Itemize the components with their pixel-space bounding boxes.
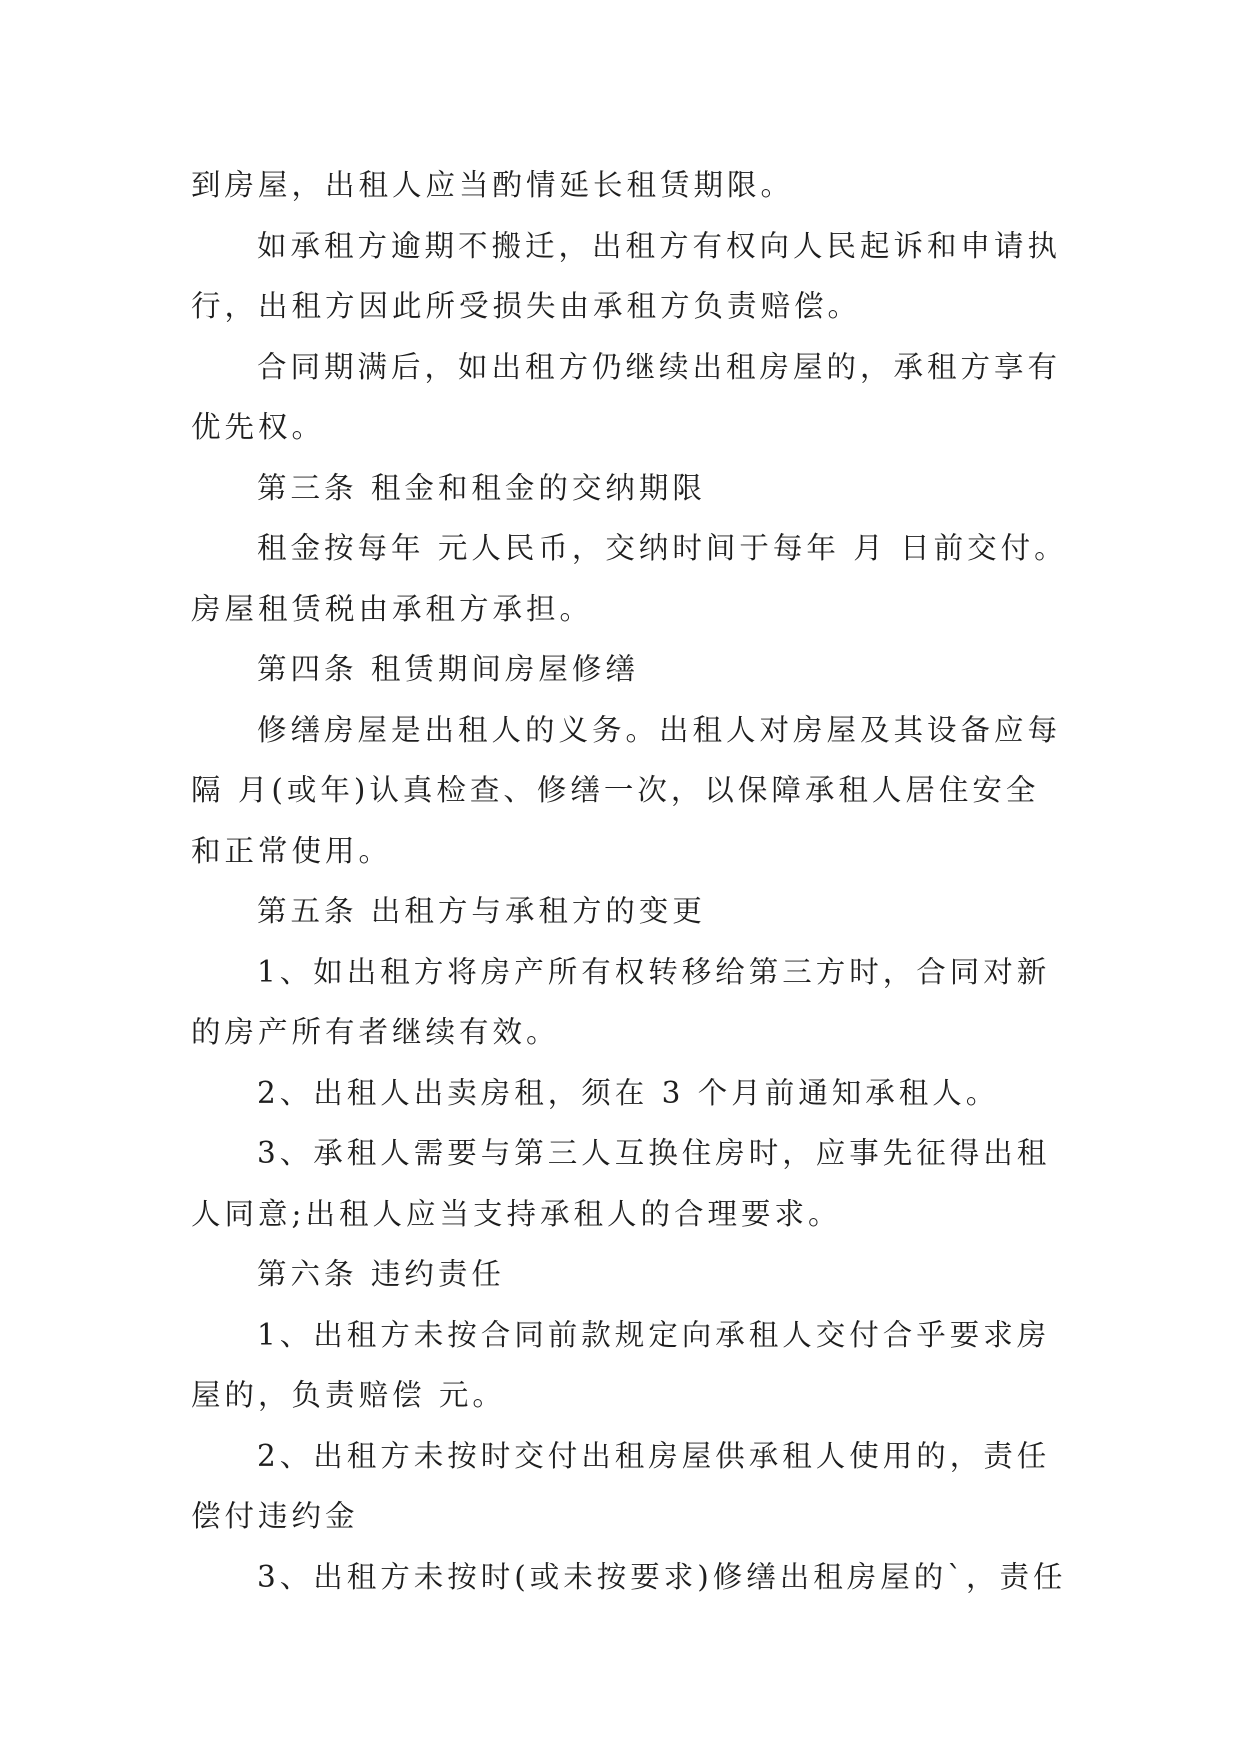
text-line: 2、出租方未按时交付出租房屋供承租人使用的，责任 <box>257 1438 1051 1473</box>
paragraph <box>191 1426 1051 1547</box>
text-line: 人同意;出租人应当支持承租人的合理要求。 <box>191 1196 842 1231</box>
text-line: 3、出租方未按时(或未按要求)修缮出租房屋的`，责任 <box>257 1559 1067 1594</box>
paragraph <box>191 1123 1051 1244</box>
text-line: 偿付违约金 <box>191 1499 359 1533</box>
paragraph <box>191 458 1051 519</box>
text-line: 和正常使用。 <box>191 833 393 868</box>
paragraph <box>191 155 1051 216</box>
paragraph <box>191 518 1068 639</box>
text-line: 优先权。 <box>191 410 326 444</box>
paragraph <box>191 639 1051 700</box>
text-line: 修缮房屋是出租人的义务。出租人对房屋及其设备应每 <box>257 712 1062 747</box>
text-line: 到房屋，出租人应当酌情延长租赁期限。 <box>191 168 795 202</box>
text-line: 1、出租方未按合同前款规定向承租人交付合乎要求房 <box>257 1317 1051 1352</box>
text-line: 1、如出租方将房产所有权转移给第三方时，合同对新 <box>257 954 1051 989</box>
paragraph <box>191 337 1062 458</box>
paragraph <box>191 700 1062 882</box>
text-line: 租金按每年 元人民币，交纳时间于每年 月 日前交付。 <box>257 531 1068 565</box>
text-line: 房屋租赁税由承租方承担。 <box>191 591 594 626</box>
paragraph <box>191 1063 1051 1124</box>
text-line: 3、承租人需要与第三人互换住房时，应事先征得出租 <box>257 1136 1051 1170</box>
text-line: 合同期满后，如出租方仍继续出租房屋的，承租方享有 <box>257 349 1062 384</box>
text-line: 第六条 违约责任 <box>257 1257 505 1291</box>
text-line: 如承租方逾期不搬迁，出租方有权向人民起诉和申请执 <box>257 228 1062 263</box>
paragraph <box>191 1305 1051 1426</box>
paragraph <box>191 216 1062 337</box>
text-line: 隔 月(或年)认真检查、修缮一次，以保障承租人居住安全 <box>191 773 1040 807</box>
text-line: 第五条 出租方与承租方的变更 <box>257 894 706 928</box>
text-line: 行，出租方因此所受损失由承租方负责赔偿。 <box>191 289 862 323</box>
text-line: 第四条 租赁期间房屋修缮 <box>257 652 639 686</box>
paragraph <box>191 1547 1067 1608</box>
document-page <box>191 155 1068 1607</box>
document-body <box>191 155 1068 1607</box>
paragraph <box>191 1244 1051 1305</box>
paragraph <box>191 881 1051 942</box>
paragraph <box>191 942 1051 1063</box>
text-line: 第三条 租金和租金的交纳期限 <box>257 470 706 505</box>
text-line: 屋的，负责赔偿 元。 <box>191 1378 506 1412</box>
text-line: 2、出租人出卖房租，须在 3 个月前通知承租人。 <box>257 1075 1000 1110</box>
text-line: 的房产所有者继续有效。 <box>191 1015 560 1049</box>
